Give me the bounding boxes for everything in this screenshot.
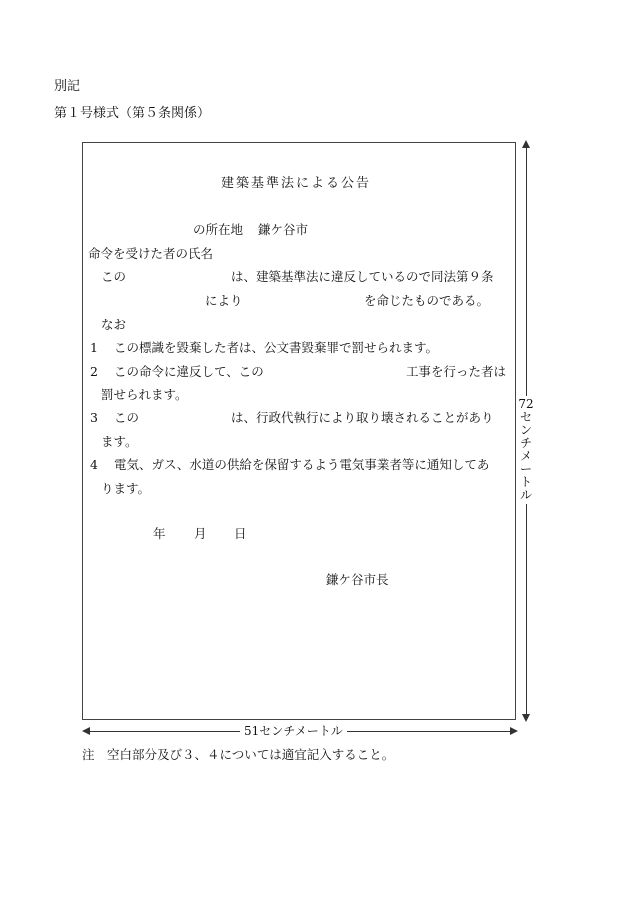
item-1-number: 1 — [90, 340, 98, 355]
notice-title: 建築基準法による公告 — [221, 176, 372, 191]
location-label: の所在地 — [193, 222, 244, 237]
appendix-label: 別記 — [54, 79, 81, 94]
date-year: 年 — [153, 526, 166, 541]
location-city: 鎌ケ谷市 — [258, 222, 309, 237]
nao-label: なお — [101, 317, 127, 332]
item-3-number: 3 — [90, 410, 98, 425]
item-3-text-line2: ます。 — [101, 434, 138, 449]
person-name-label: 命令を受けた者の氏名 — [88, 246, 214, 261]
date-day: 日 — [234, 526, 247, 541]
item-4-number: 4 — [90, 457, 98, 472]
item-3-text-a: この — [114, 410, 140, 425]
date-month: 月 — [194, 526, 207, 541]
arrow-down-icon — [522, 714, 530, 722]
sentence1-a: この — [101, 269, 127, 284]
sentence2-b: を命じたものである。 — [364, 293, 490, 308]
height-dimension-label: 72センチメートル — [518, 397, 534, 502]
item-2-text-line2: 罰せられます。 — [101, 387, 188, 402]
issuer-name: 鎌ケ谷市長 — [326, 572, 389, 587]
item-1-text: この標識を毀棄した者は、公文書毀棄罪で罰せられます。 — [114, 340, 439, 355]
form-title: 第１号様式（第５条関係） — [54, 106, 211, 121]
item-2-text-b: 工事を行った者は — [406, 364, 507, 379]
arrow-right-icon — [510, 727, 518, 735]
sentence1-b: は、建築基準法に違反しているので同法第９条 — [231, 269, 494, 284]
arrow-left-icon — [82, 727, 90, 735]
sentence2-a: により — [205, 293, 243, 308]
arrow-up-icon — [522, 140, 530, 148]
item-4-text: 電気、ガス、水道の供給を保留するよう電気事業者等に通知してあ — [114, 457, 490, 472]
width-dimension-label: 51センチメートル — [240, 724, 347, 738]
item-3-text-b: は、行政代執行により取り壊されることがあり — [231, 410, 494, 425]
item-2-number: 2 — [90, 364, 98, 379]
item-2-text-a: この命令に違反して、この — [114, 364, 264, 379]
footnote: 注 空白部分及び３、４については適宜記入すること。 — [82, 747, 395, 762]
item-4-text-line2: ります。 — [101, 481, 151, 496]
